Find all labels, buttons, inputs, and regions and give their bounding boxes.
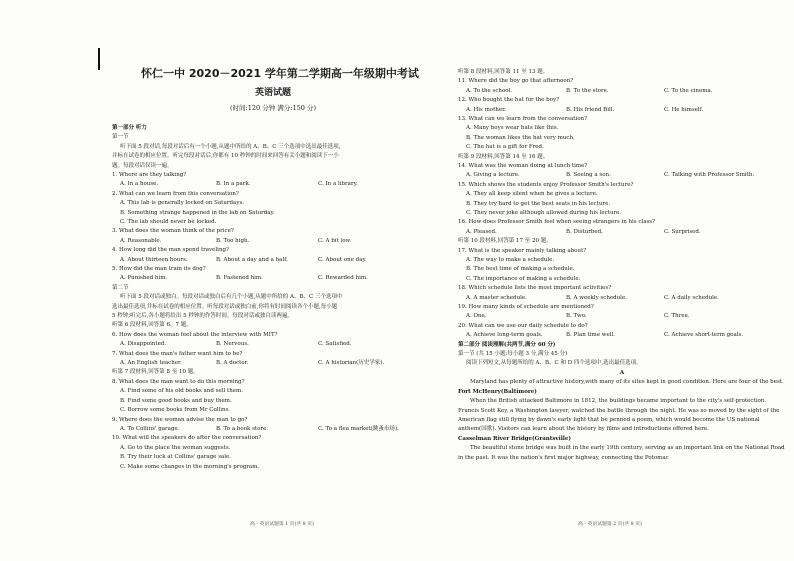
instruction-line: 题。每段对话仅读一遍。 (112, 162, 173, 169)
option: A. His mother. (466, 106, 506, 113)
left-column (112, 66, 434, 472)
option: A. Punished him. (120, 275, 168, 282)
instruction-line: 听下面 5 段对话,每段对话后有一个小题,从题中所给的 A、B、C 三个选项中选出最佳选项, (120, 143, 341, 150)
option: B. Find some good books and buy them. (120, 397, 232, 404)
instruction-line: 选出最佳选项,并标在试卷的相应位置。听每段对话或独白前,你将有时间阅读各个小题,每小题 (112, 303, 338, 310)
question: 1. Where are they talking? (112, 172, 187, 179)
question: 5. How did the man train its dog? (112, 266, 206, 273)
part-heading: 第一部分 听力 (112, 125, 147, 131)
options-row (458, 106, 786, 115)
instruction-line: 并标在试卷的相应位置。听完每段对话后,你都有 10 秒钟的时间来回答有关小题和阅读下一小 (112, 153, 339, 160)
option: C. Surprised. (664, 228, 701, 235)
option: A. Reasonable. (120, 237, 162, 244)
passage-intro: Maryland has plenty of attractive history,with many of its sites kept in good condition. Here are four of the best. (470, 379, 784, 386)
option: A. Many boys wear hats like this. (466, 125, 559, 132)
page-footer-right: 高一英语试题第 2 页(共 8 页) (578, 522, 642, 527)
question: 10. What will the speakers do after the conversation? (112, 435, 262, 442)
question: 15. Which shows the students enjoy Professor Smith's lecture? (458, 181, 634, 188)
question: 7. What does the man's father want him to be? (112, 350, 243, 357)
site-description: The beautiful stone bridge was built in the early 19th century, serving as an important link on the National Road in the past. It was the nation's first major highway, connecting the Potomac (458, 445, 785, 461)
option: A. Disappointed. (120, 341, 167, 348)
option: A. To Collins' garage. (120, 425, 180, 432)
option: C. Borrow some books from Mr Collins. (120, 407, 231, 414)
passage-label: A (619, 369, 625, 376)
question: 11. Where did the boy go that afternoon? (458, 78, 574, 85)
option: C. A bit low. (318, 237, 352, 244)
options-row (112, 274, 434, 283)
material-heading: 听第 10 段材料,回答第 17 至 20 题。 (458, 238, 552, 245)
question: 18. Which schedule lists the most important activities? (458, 285, 612, 292)
question: 14. What was the woman doing at lunch time? (458, 163, 588, 170)
exam-meta: (时间:120 分钟 满分:150 分) (230, 104, 316, 112)
option: B. To a book store. (216, 425, 269, 432)
options-row (458, 171, 786, 180)
question: 13. What can we learn from the conversation? (458, 116, 587, 122)
option: B. Plan time well. (566, 332, 615, 339)
option: A. Go to the place the woman suggests. (120, 444, 231, 451)
instruction-line: 听下面 5 段对话或独白。每段对话或独白后有几个小题,从题中所给的 A、B、C 三个选项中 (120, 294, 343, 301)
options-row (112, 180, 434, 189)
option: B. Something strange happened in the lab on Saturday. (120, 209, 275, 216)
section-heading: 第一节 (112, 134, 129, 141)
option: A. Find some of his old books and sell them. (120, 388, 243, 395)
option: C. To the cinema. (664, 87, 713, 94)
question: 9. Where does the woman advise the man to go? (112, 416, 248, 423)
option: C. To a flea market(跳蚤市场). (318, 425, 399, 432)
option: B. In a park. (216, 181, 251, 188)
options-row (112, 256, 434, 265)
question: 16. How does Professor Smith feel when seeing strangers in his class? (458, 219, 656, 226)
option: B. Fastened him. (216, 275, 263, 282)
option: B. The woman likes the hat very much. (466, 134, 575, 141)
options-row (458, 331, 786, 340)
options-row (112, 425, 434, 434)
binding-mark (98, 48, 100, 70)
exam-subtitle: 英语试题 (254, 88, 291, 98)
option: A. Giving a lecture. (466, 172, 520, 179)
site-title: Casselman River Bridge(Grantsville) (458, 435, 571, 442)
option: C. The lab should never be locked. (120, 219, 217, 226)
option: B. A weekly schedule. (566, 294, 627, 301)
option: A. Achieve long-term goals. (466, 332, 543, 339)
option: B. A doctor. (216, 360, 249, 367)
option: B. Disturbed. (566, 228, 603, 235)
option: A. The way to make a schedule. (466, 257, 555, 264)
option: B. Two. (566, 313, 587, 320)
option: B. Try their luck at Collins' garage sale. (120, 454, 232, 461)
question: 2. What can we learn from this conversation? (112, 190, 239, 197)
option: C. In a library. (318, 181, 358, 188)
option: C. They never joke although allowed during his lecture. (466, 210, 622, 217)
options-row (458, 87, 786, 96)
options-row (458, 312, 786, 321)
option: B. Nervous. (216, 341, 249, 348)
options-row (458, 228, 786, 237)
option: C. About one day. (318, 256, 367, 263)
option: C. He himself. (664, 106, 704, 113)
option: A. One. (466, 313, 487, 320)
option: C. A historian(历史学家). (318, 360, 385, 367)
option: C. Rewarded him. (318, 275, 368, 282)
option: A. This lab is generally locked on Saturdays. (120, 200, 245, 207)
option: C. Talking with Professor Smith. (664, 172, 755, 179)
option: C. A daily schedule. (664, 294, 719, 301)
option: A. A master schedule. (466, 294, 527, 301)
question: 4. How long did the man spend traveling? (112, 247, 229, 254)
option: A. To the school. (466, 87, 513, 94)
question: 8. What does the man want to do this morning? (112, 378, 245, 385)
options-row (112, 340, 434, 349)
option: A. In a house. (120, 181, 159, 188)
question: 20. What can we use our daily schedule to do? (458, 322, 588, 329)
section-heading: 第二节 (112, 284, 129, 291)
option: A. An English teacher. (120, 360, 182, 367)
option: B. His friend Bill. (566, 106, 615, 113)
section-heading: 第一节 (共 15 小题;每小题 3 分,满分 45 分) (458, 351, 568, 358)
option: B. Seeing a son. (566, 172, 611, 179)
material-heading: 听第 8 段材料,回答第 11 至 13 题。 (458, 69, 549, 75)
question: 6. How does the woman feel about the interview with MIT? (112, 331, 278, 338)
question: 12. Who bought the hat for the boy? (458, 97, 560, 104)
option: B. They try hard to get the best seats in his lecture. (466, 200, 611, 207)
question: 17. What is the speaker mainly talking about? (458, 247, 587, 254)
question: 3. What does the woman think of the price? (112, 228, 234, 235)
part-heading: 第二部分 阅读理解(共两节,满分 60 分) (458, 341, 556, 348)
option: B. Too high. (216, 237, 250, 244)
page-footer-left: 高一英语试题第 1 页(共 8 页) (250, 522, 314, 527)
option: B. About a day and a half. (216, 256, 288, 263)
options-row (112, 237, 434, 246)
option: C. Achieve short-term goals. (664, 332, 744, 339)
instruction-line: 5 秒钟;听完后,各小题将给出 5 秒钟的作答时间。每段对话或独白读两遍。 (112, 313, 293, 320)
instruction-line: 阅读下列短文,从每题所给的 A、B、C 和 D 四个选项中,选出最佳选项。 (466, 360, 642, 367)
option: B. To the store. (566, 87, 609, 94)
option: A. About thirteen hours. (120, 256, 188, 263)
options-row (458, 294, 786, 303)
option: A. They all keep silent when he gives a lecture. (466, 191, 598, 198)
option: A. Pleased. (466, 228, 497, 235)
option: C. Make some changes in the morning's program. (120, 463, 260, 470)
site-title: Fort McHenry(Baltimore) (458, 388, 537, 395)
right-column (458, 68, 786, 463)
option: C. Three. (664, 313, 690, 320)
option: C. The importance of making a schedule. (466, 275, 581, 282)
option: C. The hat is a gift for Fred. (466, 144, 544, 151)
options-row (112, 359, 434, 368)
exam-title: 怀仁一中 2020－2021 学年第二学期高一年级期中考试 (141, 67, 419, 80)
material-heading: 听第 7 段材料,回答第 8 至 10 题。 (112, 369, 199, 376)
site-description: When the British attacked Baltimore in 1812, the buildings became important to the city's self-protection. Francis Scott Key, a Washington lawyer, watched the battle through the night. He was so moved by the sight of the American flag still flying by dawn's early light that he penned a poem, which would become the US national anthem(国歌). Visitors can learn about the history by films and introductions offered here. (458, 398, 780, 433)
material-heading: 听第 6 段材料,回答第 6、7 题。 (112, 322, 192, 329)
option: C. Satisfied. (318, 341, 352, 348)
option: B. The best time of making a schedule. (466, 266, 575, 273)
material-heading: 听第 9 段材料,回答第 14 至 16 题。 (458, 153, 549, 160)
question: 19. How many kinds of schedule are mentioned? (458, 304, 594, 311)
